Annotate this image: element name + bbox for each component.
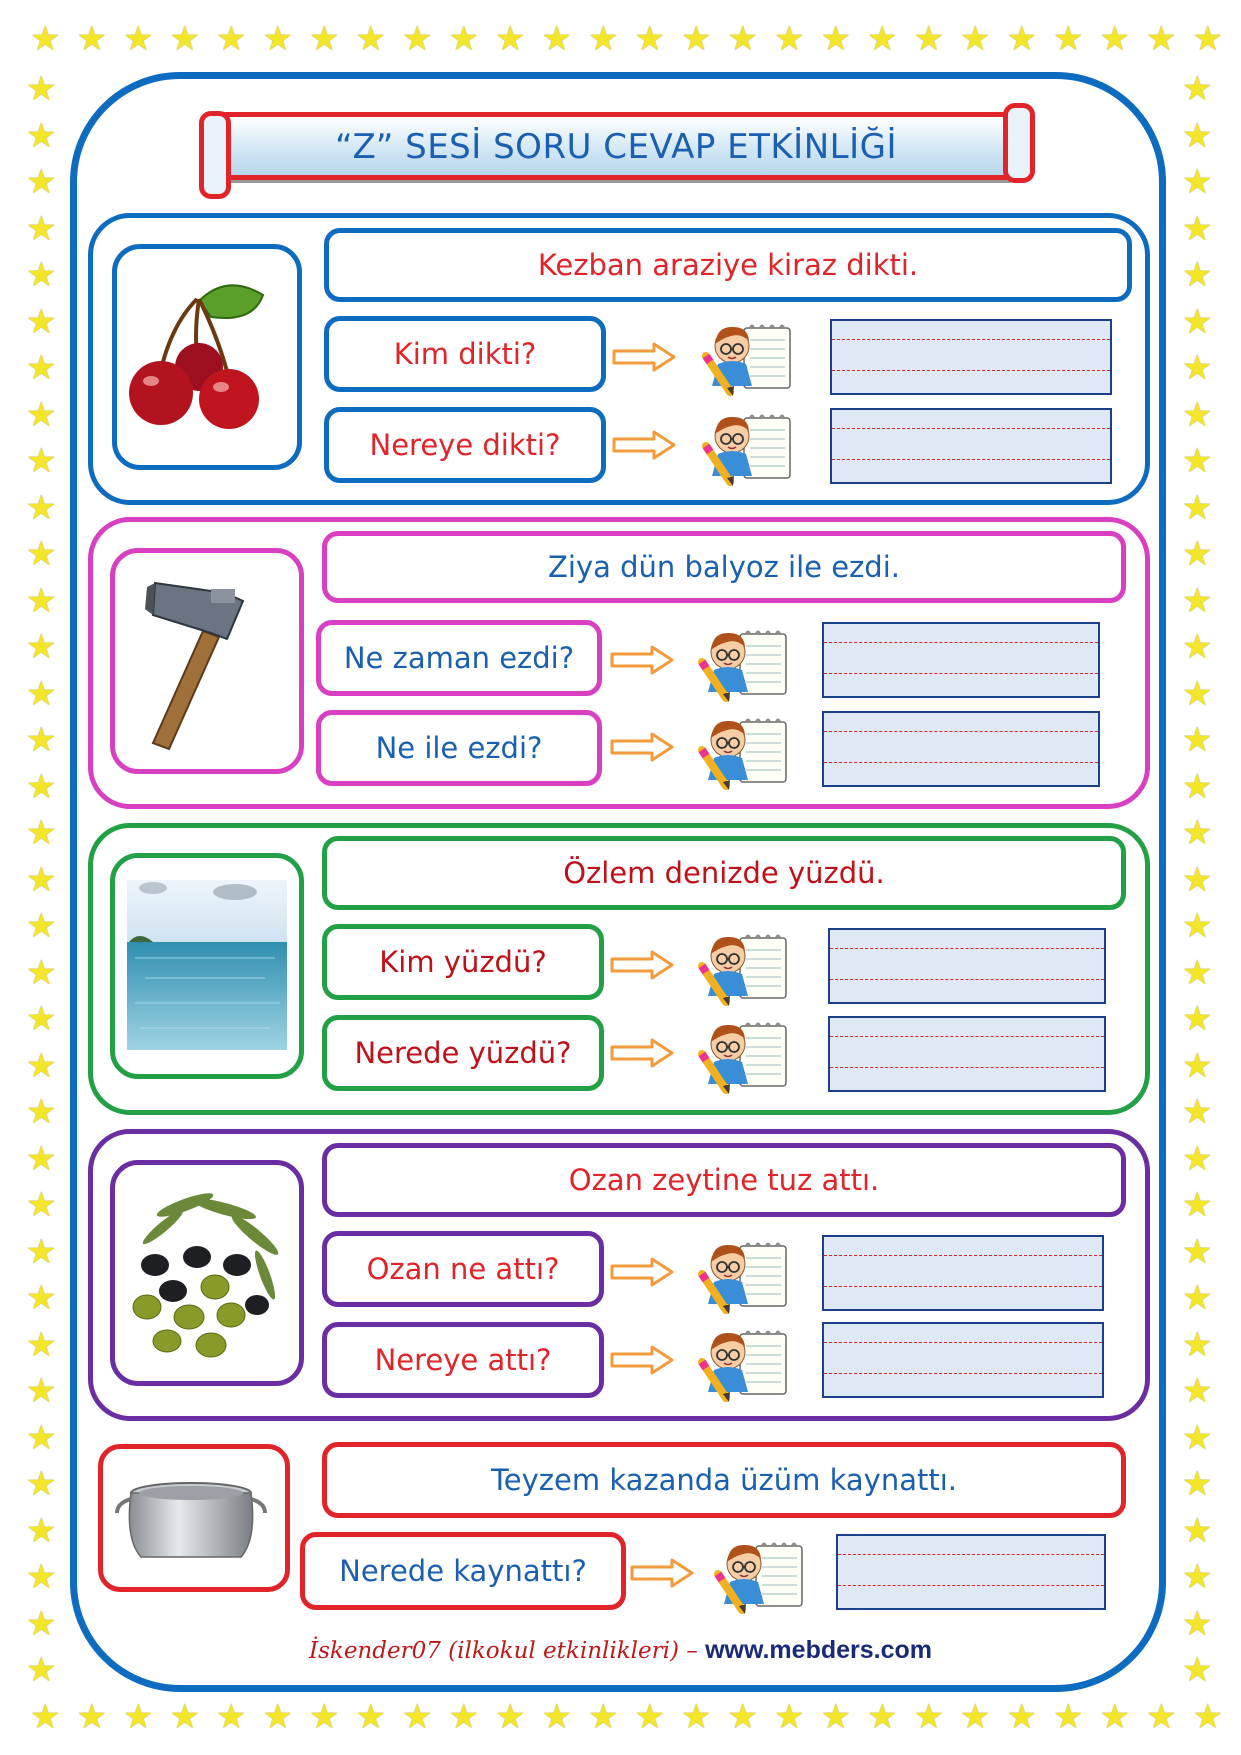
star-icon: ★ xyxy=(1182,1138,1213,1179)
star-icon: ★ xyxy=(26,69,57,109)
star-border-left xyxy=(26,66,56,1694)
star-icon: ★ xyxy=(1182,69,1213,109)
star-border-right xyxy=(1182,66,1212,1694)
answer-line[interactable] xyxy=(836,1534,1106,1610)
star-icon: ★ xyxy=(26,1650,57,1690)
arrow-right-icon xyxy=(610,1257,674,1287)
image-box-hammer xyxy=(110,548,304,774)
star-icon: ★ xyxy=(309,19,340,59)
question-box: Nerede kaynattı? xyxy=(300,1532,626,1610)
question-box: Nereye dikti? xyxy=(324,407,606,483)
star-icon: ★ xyxy=(26,1138,57,1179)
writing-kid-icon xyxy=(700,412,800,486)
star-icon: ★ xyxy=(309,1697,340,1737)
star-icon: ★ xyxy=(1182,673,1213,714)
star-icon: ★ xyxy=(26,859,57,900)
star-icon: ★ xyxy=(26,534,57,574)
star-icon: ★ xyxy=(1182,115,1213,156)
question-box: Ne zaman ezdi? xyxy=(316,620,602,696)
star-icon: ★ xyxy=(541,19,572,59)
question-box: Ne ile ezdi? xyxy=(316,710,602,786)
writing-kid-icon xyxy=(696,932,796,1006)
title-banner xyxy=(212,112,1020,180)
star-icon: ★ xyxy=(588,19,619,59)
star-icon: ★ xyxy=(1182,301,1213,342)
star-icon: ★ xyxy=(1182,255,1213,295)
star-icon: ★ xyxy=(26,348,57,388)
star-icon: ★ xyxy=(1182,813,1213,853)
footer-credit: İskender07 (ilkokul etkinlikleri) xyxy=(309,1638,679,1664)
arrow-right-icon xyxy=(610,732,674,762)
question-box: Nerede yüzdü? xyxy=(322,1015,604,1091)
arrow-right-icon xyxy=(610,645,674,675)
arrow-right-icon xyxy=(610,1038,674,1068)
star-icon: ★ xyxy=(123,19,154,59)
star-icon: ★ xyxy=(26,1092,57,1132)
star-icon: ★ xyxy=(1099,1697,1130,1737)
question-box: Kim yüzdü? xyxy=(322,924,604,1000)
star-icon: ★ xyxy=(1192,1697,1223,1737)
sentence-box: Ziya dün balyoz ile ezdi. xyxy=(322,531,1126,603)
sea-icon xyxy=(115,858,299,1074)
star-icon: ★ xyxy=(634,1697,665,1737)
writing-kid-icon xyxy=(696,1240,796,1314)
star-icon: ★ xyxy=(26,1045,57,1086)
sentence-box: Özlem denizde yüzdü. xyxy=(322,836,1126,910)
star-icon: ★ xyxy=(30,19,61,59)
star-icon: ★ xyxy=(26,1231,57,1272)
star-icon: ★ xyxy=(26,1278,57,1318)
star-icon: ★ xyxy=(681,1697,712,1737)
star-icon: ★ xyxy=(448,1697,479,1737)
footer xyxy=(0,1636,1241,1665)
star-icon: ★ xyxy=(1182,859,1213,900)
arrow-right-icon xyxy=(610,1345,674,1375)
star-icon: ★ xyxy=(448,19,479,59)
star-icon: ★ xyxy=(1182,1278,1213,1318)
writing-kid-icon xyxy=(696,716,796,790)
star-icon: ★ xyxy=(26,766,57,807)
answer-line[interactable] xyxy=(822,711,1100,787)
star-icon: ★ xyxy=(76,19,107,59)
star-icon: ★ xyxy=(26,999,57,1039)
star-icon: ★ xyxy=(588,1697,619,1737)
star-icon: ★ xyxy=(1182,766,1213,807)
star-icon: ★ xyxy=(1182,394,1213,435)
star-icon: ★ xyxy=(1182,1650,1213,1690)
writing-kid-icon xyxy=(696,628,796,702)
star-icon: ★ xyxy=(26,1603,57,1644)
star-icon: ★ xyxy=(355,19,386,59)
star-icon: ★ xyxy=(30,1697,61,1737)
star-icon: ★ xyxy=(76,1697,107,1737)
star-icon: ★ xyxy=(1182,534,1213,574)
star-icon: ★ xyxy=(1182,1603,1213,1644)
answer-line[interactable] xyxy=(828,1016,1106,1092)
star-icon: ★ xyxy=(1182,441,1213,481)
star-icon: ★ xyxy=(820,19,851,59)
star-icon: ★ xyxy=(681,19,712,59)
star-icon: ★ xyxy=(26,301,57,342)
star-icon: ★ xyxy=(169,19,200,59)
star-icon: ★ xyxy=(1182,999,1213,1039)
arrow-right-icon xyxy=(630,1558,694,1588)
star-icon: ★ xyxy=(262,1697,293,1737)
star-icon: ★ xyxy=(1182,208,1213,249)
star-icon: ★ xyxy=(26,394,57,435)
arrow-right-icon xyxy=(612,342,676,372)
sentence-box: Ozan zeytine tuz attı. xyxy=(322,1143,1126,1217)
star-icon: ★ xyxy=(1182,1092,1213,1132)
image-box-cauldron xyxy=(98,1444,290,1592)
star-border-bottom xyxy=(22,1697,1231,1737)
star-icon: ★ xyxy=(913,19,944,59)
star-icon: ★ xyxy=(26,1464,57,1504)
star-icon: ★ xyxy=(774,1697,805,1737)
star-icon: ★ xyxy=(26,162,57,202)
star-icon: ★ xyxy=(1182,1324,1213,1365)
star-icon: ★ xyxy=(216,19,247,59)
star-icon: ★ xyxy=(1146,19,1177,59)
sentence-box: Kezban araziye kiraz dikti. xyxy=(324,228,1132,302)
star-icon: ★ xyxy=(495,19,526,59)
star-icon: ★ xyxy=(26,115,57,156)
star-icon: ★ xyxy=(1182,1185,1213,1225)
writing-kid-icon xyxy=(696,1020,796,1094)
arrow-right-icon xyxy=(610,950,674,980)
question-box: Kim dikti? xyxy=(324,316,606,392)
star-icon: ★ xyxy=(1182,162,1213,202)
footer-site-link[interactable]: www.mebders.com xyxy=(705,1636,932,1664)
star-icon: ★ xyxy=(1006,1697,1037,1737)
question-box: Ozan ne attı? xyxy=(322,1231,604,1307)
star-icon: ★ xyxy=(867,19,898,59)
answer-line[interactable] xyxy=(830,319,1112,395)
star-icon: ★ xyxy=(26,487,57,528)
writing-kid-icon xyxy=(712,1540,812,1614)
answer-line[interactable] xyxy=(822,622,1100,698)
star-icon: ★ xyxy=(262,19,293,59)
star-icon: ★ xyxy=(1006,19,1037,59)
answer-line[interactable] xyxy=(828,928,1106,1004)
star-icon: ★ xyxy=(26,255,57,295)
star-icon: ★ xyxy=(26,952,57,993)
writing-kid-icon xyxy=(700,322,800,396)
star-icon: ★ xyxy=(123,1697,154,1737)
image-box-sea xyxy=(110,853,304,1079)
star-icon: ★ xyxy=(402,1697,433,1737)
star-icon: ★ xyxy=(26,813,57,853)
cauldron-icon xyxy=(103,1449,285,1587)
star-icon: ★ xyxy=(820,1697,851,1737)
star-icon: ★ xyxy=(26,208,57,249)
star-icon: ★ xyxy=(26,673,57,714)
star-icon: ★ xyxy=(1053,19,1084,59)
image-box-cherry xyxy=(112,244,302,470)
star-icon: ★ xyxy=(727,19,758,59)
footer-separator: – xyxy=(678,1638,706,1664)
star-icon: ★ xyxy=(26,580,57,621)
image-box-olives xyxy=(110,1160,304,1386)
question-box: Nereye attı? xyxy=(322,1322,604,1398)
star-icon: ★ xyxy=(1182,1557,1213,1597)
star-icon: ★ xyxy=(1182,580,1213,621)
star-icon: ★ xyxy=(26,1510,57,1551)
star-icon: ★ xyxy=(26,441,57,481)
star-icon: ★ xyxy=(541,1697,572,1737)
star-icon: ★ xyxy=(26,1557,57,1597)
star-icon: ★ xyxy=(913,1697,944,1737)
star-border-top xyxy=(22,19,1231,59)
sentence-box: Teyzem kazanda üzüm kaynattı. xyxy=(322,1442,1126,1518)
star-icon: ★ xyxy=(960,1697,991,1737)
star-icon: ★ xyxy=(26,1371,57,1411)
star-icon: ★ xyxy=(634,19,665,59)
star-icon: ★ xyxy=(867,1697,898,1737)
arrow-right-icon xyxy=(612,430,676,460)
answer-line[interactable] xyxy=(830,408,1112,484)
star-icon: ★ xyxy=(402,19,433,59)
star-icon: ★ xyxy=(1182,348,1213,388)
star-icon: ★ xyxy=(1182,952,1213,993)
star-icon: ★ xyxy=(1182,1045,1213,1086)
star-icon: ★ xyxy=(26,627,57,667)
sledgehammer-icon xyxy=(115,553,299,769)
star-icon: ★ xyxy=(1182,627,1213,667)
answer-line[interactable] xyxy=(822,1322,1104,1398)
star-icon: ★ xyxy=(727,1697,758,1737)
star-icon: ★ xyxy=(1182,906,1213,946)
star-icon: ★ xyxy=(495,1697,526,1737)
star-icon: ★ xyxy=(216,1697,247,1737)
star-icon: ★ xyxy=(355,1697,386,1737)
star-icon: ★ xyxy=(26,1417,57,1458)
answer-line[interactable] xyxy=(822,1235,1104,1311)
star-icon: ★ xyxy=(960,19,991,59)
star-icon: ★ xyxy=(1182,1231,1213,1272)
writing-kid-icon xyxy=(696,1328,796,1402)
star-icon: ★ xyxy=(1182,1510,1213,1551)
page-title: “Z” SESİ SORU CEVAP ETKİNLİĞİ xyxy=(334,127,897,167)
star-icon: ★ xyxy=(26,720,57,760)
star-icon: ★ xyxy=(26,1185,57,1225)
star-icon: ★ xyxy=(1146,1697,1177,1737)
star-icon: ★ xyxy=(1099,19,1130,59)
star-icon: ★ xyxy=(169,1697,200,1737)
star-icon: ★ xyxy=(774,19,805,59)
star-icon: ★ xyxy=(1182,1417,1213,1458)
star-icon: ★ xyxy=(1053,1697,1084,1737)
star-icon: ★ xyxy=(1182,1464,1213,1504)
star-icon: ★ xyxy=(1192,19,1223,59)
star-icon: ★ xyxy=(1182,487,1213,528)
star-icon: ★ xyxy=(1182,720,1213,760)
star-icon: ★ xyxy=(26,906,57,946)
star-icon: ★ xyxy=(26,1324,57,1365)
cherry-icon xyxy=(117,249,297,465)
olives-icon xyxy=(115,1165,299,1381)
star-icon: ★ xyxy=(1182,1371,1213,1411)
